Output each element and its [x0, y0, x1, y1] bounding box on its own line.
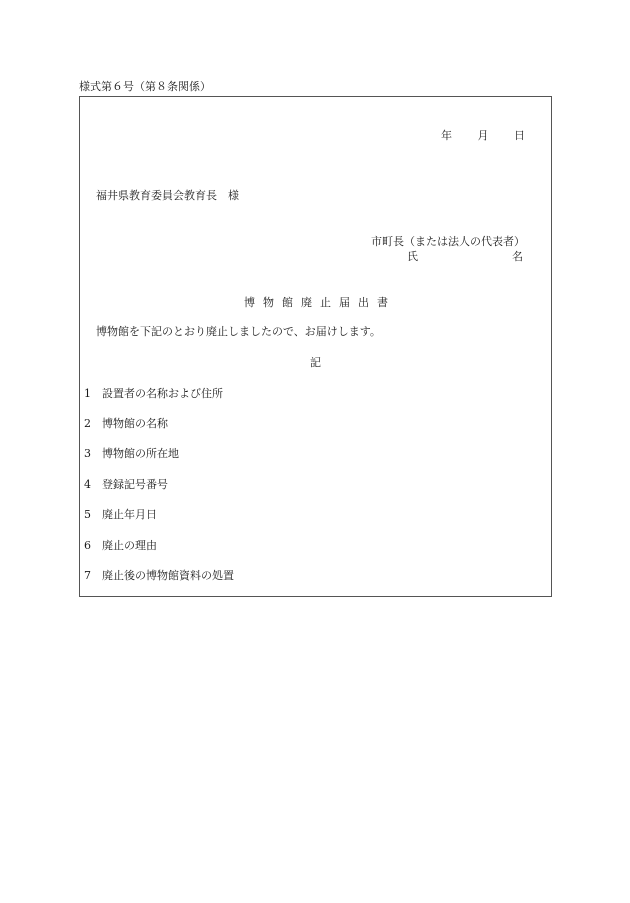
item-number: 7	[84, 569, 91, 582]
date-day-label: 日	[514, 129, 525, 142]
item-number: 5	[84, 508, 91, 521]
item-text: 廃止後の博物館資料の処置	[102, 569, 234, 582]
ki-heading: 記	[310, 356, 321, 369]
applicant-name-line	[407, 251, 523, 262]
item-number: 4	[84, 478, 91, 491]
form-number-label: 様式第６号（第８条関係）	[79, 80, 211, 93]
document-title: 博物館廃止届出書	[244, 296, 396, 309]
date-month-label: 月	[477, 129, 489, 142]
item-text: 博物館の所在地	[102, 447, 179, 460]
item-number: 1	[84, 387, 91, 400]
body-text: 博物館を下記のとおり廃止しましたので、お届けします。	[96, 325, 381, 338]
form-frame	[79, 96, 552, 597]
date-year-label: 年	[441, 129, 452, 142]
item-2	[84, 418, 168, 429]
item-3	[84, 448, 179, 459]
addressee: 福井県教育委員会教育長 様	[96, 189, 239, 202]
applicant-name-label-b: 名	[512, 250, 523, 263]
item-6	[84, 540, 157, 551]
item-text: 設置者の名称および住所	[102, 387, 223, 400]
item-1	[84, 388, 223, 399]
item-number: 2	[84, 417, 91, 430]
item-text: 廃止年月日	[102, 508, 157, 521]
item-text: 博物館の名称	[102, 417, 168, 430]
item-text: 廃止の理由	[102, 539, 157, 552]
item-number: 6	[84, 539, 91, 552]
item-text: 登録記号番号	[102, 478, 168, 491]
applicant-name-label-a: 氏	[407, 250, 418, 263]
item-5	[84, 509, 157, 520]
item-7	[84, 570, 234, 581]
item-number: 3	[84, 447, 91, 460]
date-line	[441, 130, 525, 141]
applicant-title: 市町長（または法人の代表者）	[371, 235, 525, 248]
item-4	[84, 479, 168, 490]
